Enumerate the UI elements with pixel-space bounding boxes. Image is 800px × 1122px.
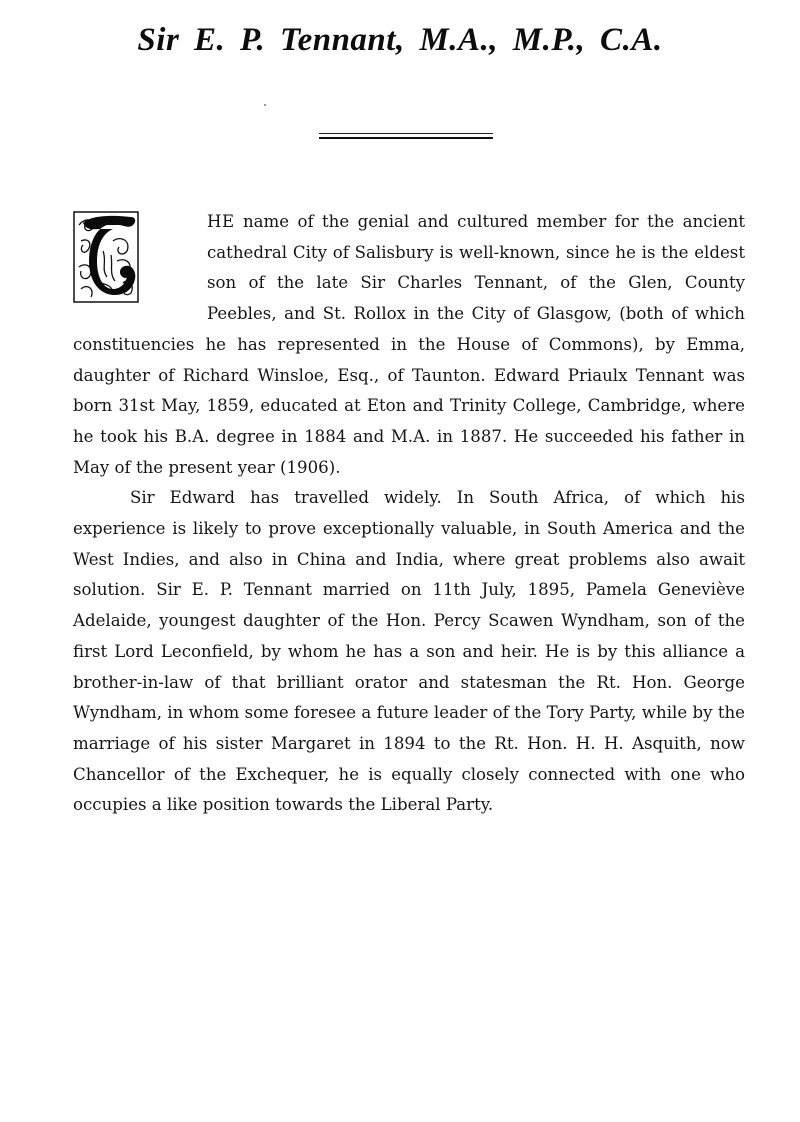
article-body — [73, 207, 745, 821]
first-word-rest: HE — [207, 212, 235, 231]
paragraph-1-text: name of the genial and cultured member for the ancient cathedral City of Salisbury is well-known, since he is the eldest son of the late Sir Charles Tennant, of the Glen, County Peebles, and St. Rollox in the City of Glasgow, (both of which constituencies he has represented in the House of Commons), by Emma, daughter of Richard Winsloe, Esq., of Taunton. Edward Priaulx Tennant was born 31st May, 1859, educated at Eton and Trinity College, Cambridge, where he took his B.A. degree in 1884 and M.A. in 1887. He succeeded his father in May of the present year (1906). — [73, 212, 745, 477]
paragraph-1 — [73, 207, 745, 483]
print-speck — [264, 104, 266, 106]
title-divider-rule — [319, 133, 493, 139]
ornamental-drop-cap-t-icon — [73, 211, 203, 303]
page-title: Sir E. P. Tennant, M.A., M.P., C.A. — [137, 22, 663, 58]
divider-line-thick — [319, 137, 493, 139]
paragraph-2: Sir Edward has travelled widely. In South Africa, of which his experience is likely to prove exceptionally valuable, in South America and the West Indies, and also in China and India, where great problems also await solution. Sir E. P. Tennant married on 11th July, 1895, Pamela Geneviève Adelaide, youngest daughter of the Hon. Percy Scawen Wyndham, son of the first Lord Leconfield, by whom he has a son and heir. He is by this alliance a brother-in-law of that brilliant orator and statesman the Rt. Hon. George Wyndham, in whom some foresee a future leader of the Tory Party, while by the marriage of his sister Margaret in 1894 to the Rt. Hon. H. H. Asquith, now Chancellor of the Exchequer, he is equally closely connected with one who occupies a like position towards the Liberal Party. — [73, 488, 745, 815]
divider-line-thin — [319, 133, 493, 134]
